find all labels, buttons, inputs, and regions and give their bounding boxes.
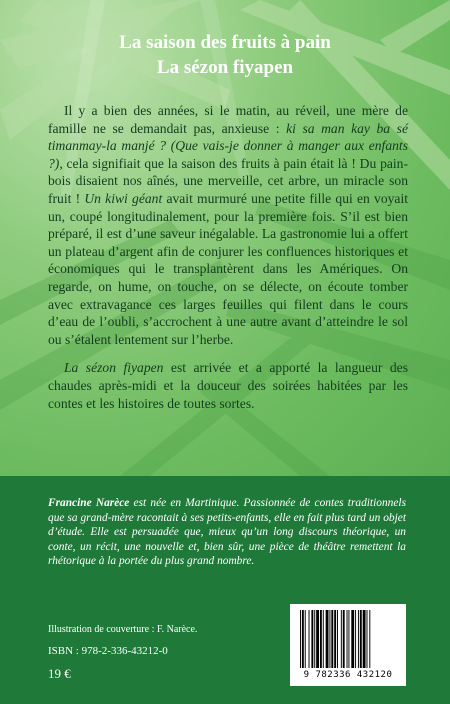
title-creole: La sézon fiyapen	[156, 57, 294, 78]
blurb-paragraph-2: La sézon fiyapen est arrivée et a apporté la langueur des chaudes après-midi et la douceur des soirées habitées par les contes et les histoires de toutes sortes.	[48, 360, 408, 411]
title-french: La saison des fruits à pain	[119, 32, 331, 53]
price: 19 €	[48, 666, 71, 681]
illustration-credit: Illustration de couverture : F. Narèce.	[48, 624, 198, 635]
blurb-paragraph-1: Il y a bien des années, si le matin, au réveil, une mère de famille ne se demandait pas, anxieuse : ki sa man kay ba sé timanmay-la manjé ? (Que vais-je donner à manger aux enfants ?), cela signifiait que la saison des fruits à pain était là ! Du pain-bois disaient nos aînés, une merveille, cet arbre, un miracle son fruit ! Un kiwi géant avait murmuré une petite fille qui en voyait un, coupé longitudinalement, pour la première fois. S’il est bien préparé, il est d’une saveur inégalable. La gastronomie lui a offert un plateau d’argent afin de conjurer les confluences historiques et économiques qui le transplantèrent dans les Amériques. On regarde, on hume, on touche, on se délecte, on écoute tomber avec extravagance ces larges feuilles qui filent dans le cours d’eau de l’oubli, s’accrochent à une autre avant d’atteindre le sol ou s’étalent lentement sur l’herbe.	[48, 103, 408, 347]
author-name: Francine Narèce	[48, 497, 130, 509]
back-cover-blurb	[48, 102, 408, 412]
author-bio	[48, 496, 406, 569]
barcode-bars	[298, 610, 398, 668]
barcode	[290, 604, 406, 686]
isbn: ISBN : 978-2-336-43212-0	[48, 645, 168, 657]
author-bio-text: est née en Martinique. Passionnée de contes traditionnels que sa grand-mère racontait à ses petits-enfants, elle en fait plus tard un objet d’étude. Elle est persuadée que, mieux qu’un long discours théorique, un conte, un récit, une nouvelle et, bien sûr, une pièce de théâtre remettent la rhétorique à la portée du plus grand nombre.	[48, 497, 407, 568]
barcode-number: 9 782336 432120	[303, 670, 393, 680]
book-titles	[0, 30, 450, 80]
